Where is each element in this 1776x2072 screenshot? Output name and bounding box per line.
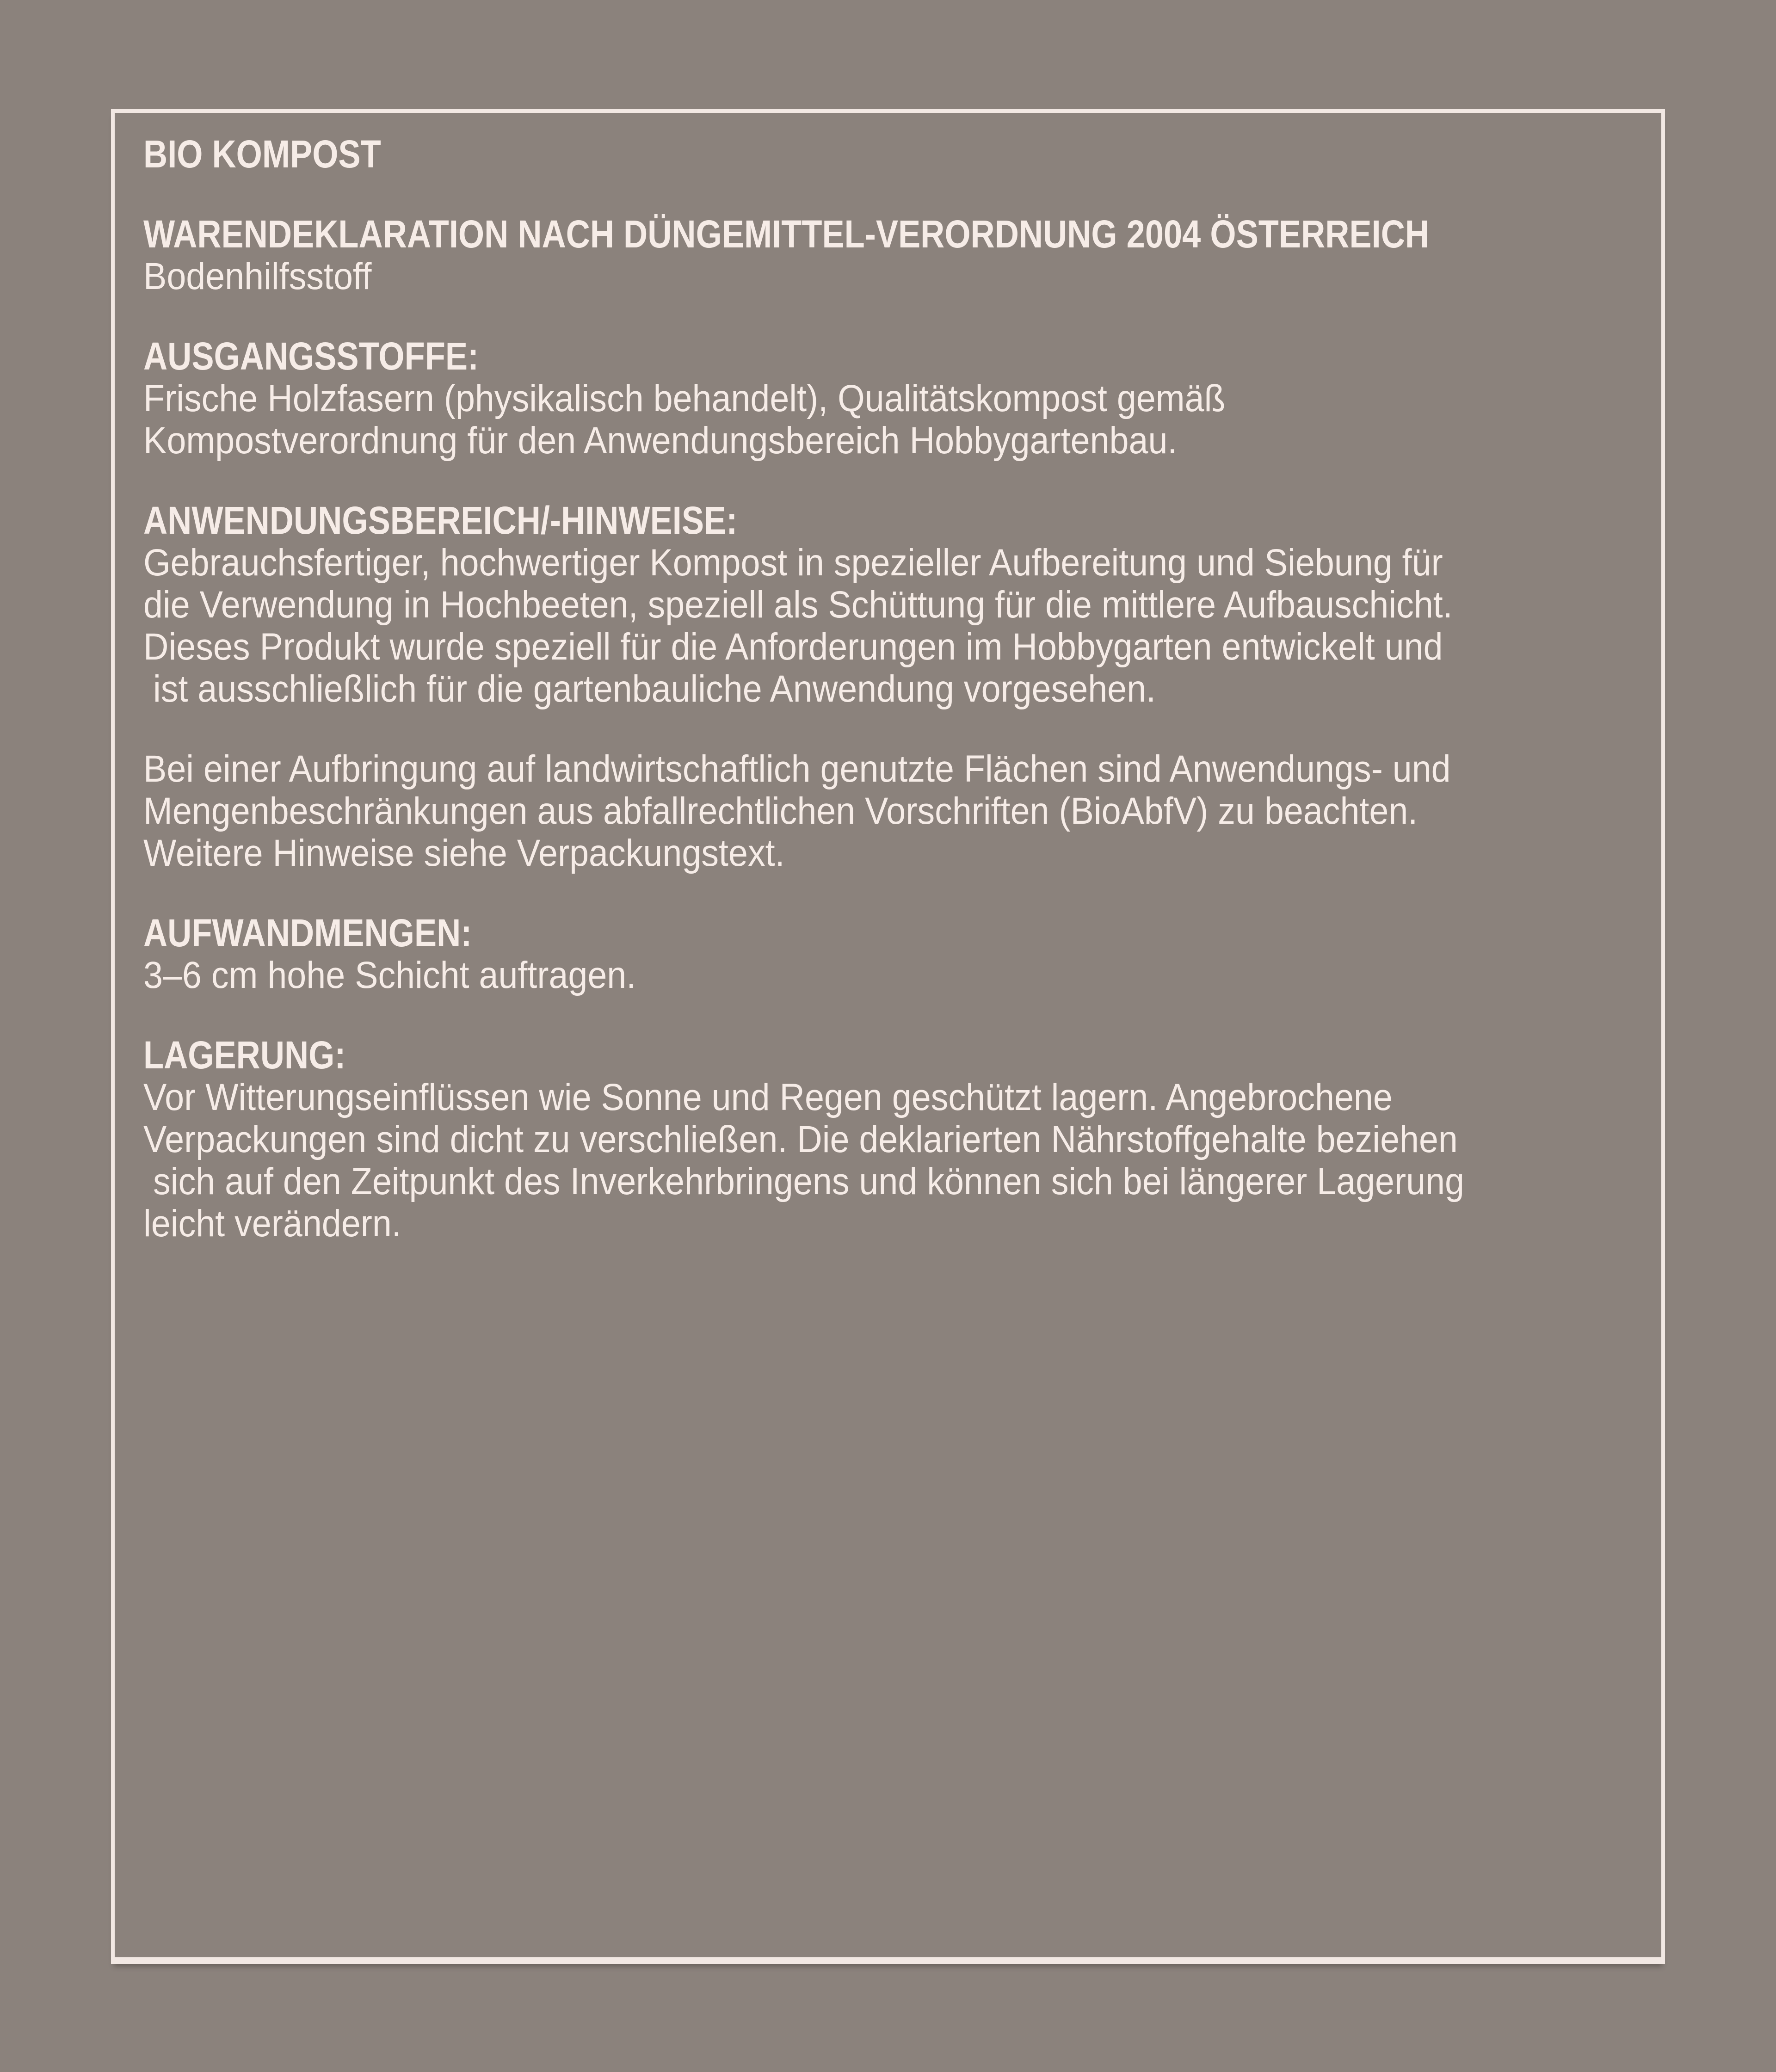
text-line: sich auf den Zeitpunkt des Inverkehrbringens und können sich bei längerer Lagerung [143,1160,1465,1202]
label-frame [111,109,1665,1964]
section-aufwandmengen [143,912,1635,996]
text-line: Weitere Hinweise siehe Verpackungstext. [143,832,785,874]
section-heading-ausgangsstoffe: AUSGANGSSTOFFE: [143,334,479,378]
section-heading-lagerung: LAGERUNG: [143,1033,346,1077]
section-heading-warendeklaration: WARENDEKLARATION NACH DÜNGEMITTEL-VERORDNUNG 2004 ÖSTERREICH [143,212,1430,256]
section-title [143,133,1635,175]
section-anwendungsbereich [143,500,1635,710]
section-aufbringung-note [143,748,1635,874]
page-title: BIO KOMPOST [143,132,381,176]
section-heading-anwendungsbereich: ANWENDUNGSBEREICH/-HINWEISE: [143,499,738,542]
section-lagerung [143,1034,1635,1245]
section-heading-aufwandmengen: AUFWANDMENGEN: [143,911,472,955]
text-line: Dieses Produkt wurde speziell für die Anforderungen im Hobbygarten entwickelt und [143,626,1443,668]
text-line: Mengenbeschränkungen aus abfallrechtlichen Vorschriften (BioAbfV) zu beachten. [143,790,1418,832]
section-warendeklaration [143,213,1635,297]
text-line: Bei einer Aufbringung auf landwirtschaftlich genutzte Flächen sind Anwendungs- und [143,748,1451,790]
text-line: die Verwendung in Hochbeeten, speziell als Schüttung für die mittlere Aufbauschicht. [143,584,1453,626]
text-line: ist ausschließlich für die gartenbauliche Anwendung vorgesehen. [143,668,1156,710]
text-line: Bodenhilfsstoff [143,255,372,297]
text-line: Vor Witterungseinflüssen wie Sonne und Regen geschützt lagern. Angebrochene [143,1076,1393,1118]
text-line: Gebrauchsfertiger, hochwertiger Kompost in spezieller Aufbereitung und Siebung für [143,542,1443,584]
text-line: 3–6 cm hohe Schicht auftragen. [143,954,636,996]
text-line: leicht verändern. [143,1202,401,1245]
text-line: Verpackungen sind dicht zu verschließen. Die deklarierten Nährstoffgehalte beziehen [143,1118,1458,1160]
text-line: Frische Holzfasern (physikalisch behandelt), Qualitätskompost gemäß [143,377,1226,419]
section-ausgangsstoffe [143,335,1635,462]
text-line: Kompostverordnung für den Anwendungsbereich Hobbygartenbau. [143,419,1178,462]
